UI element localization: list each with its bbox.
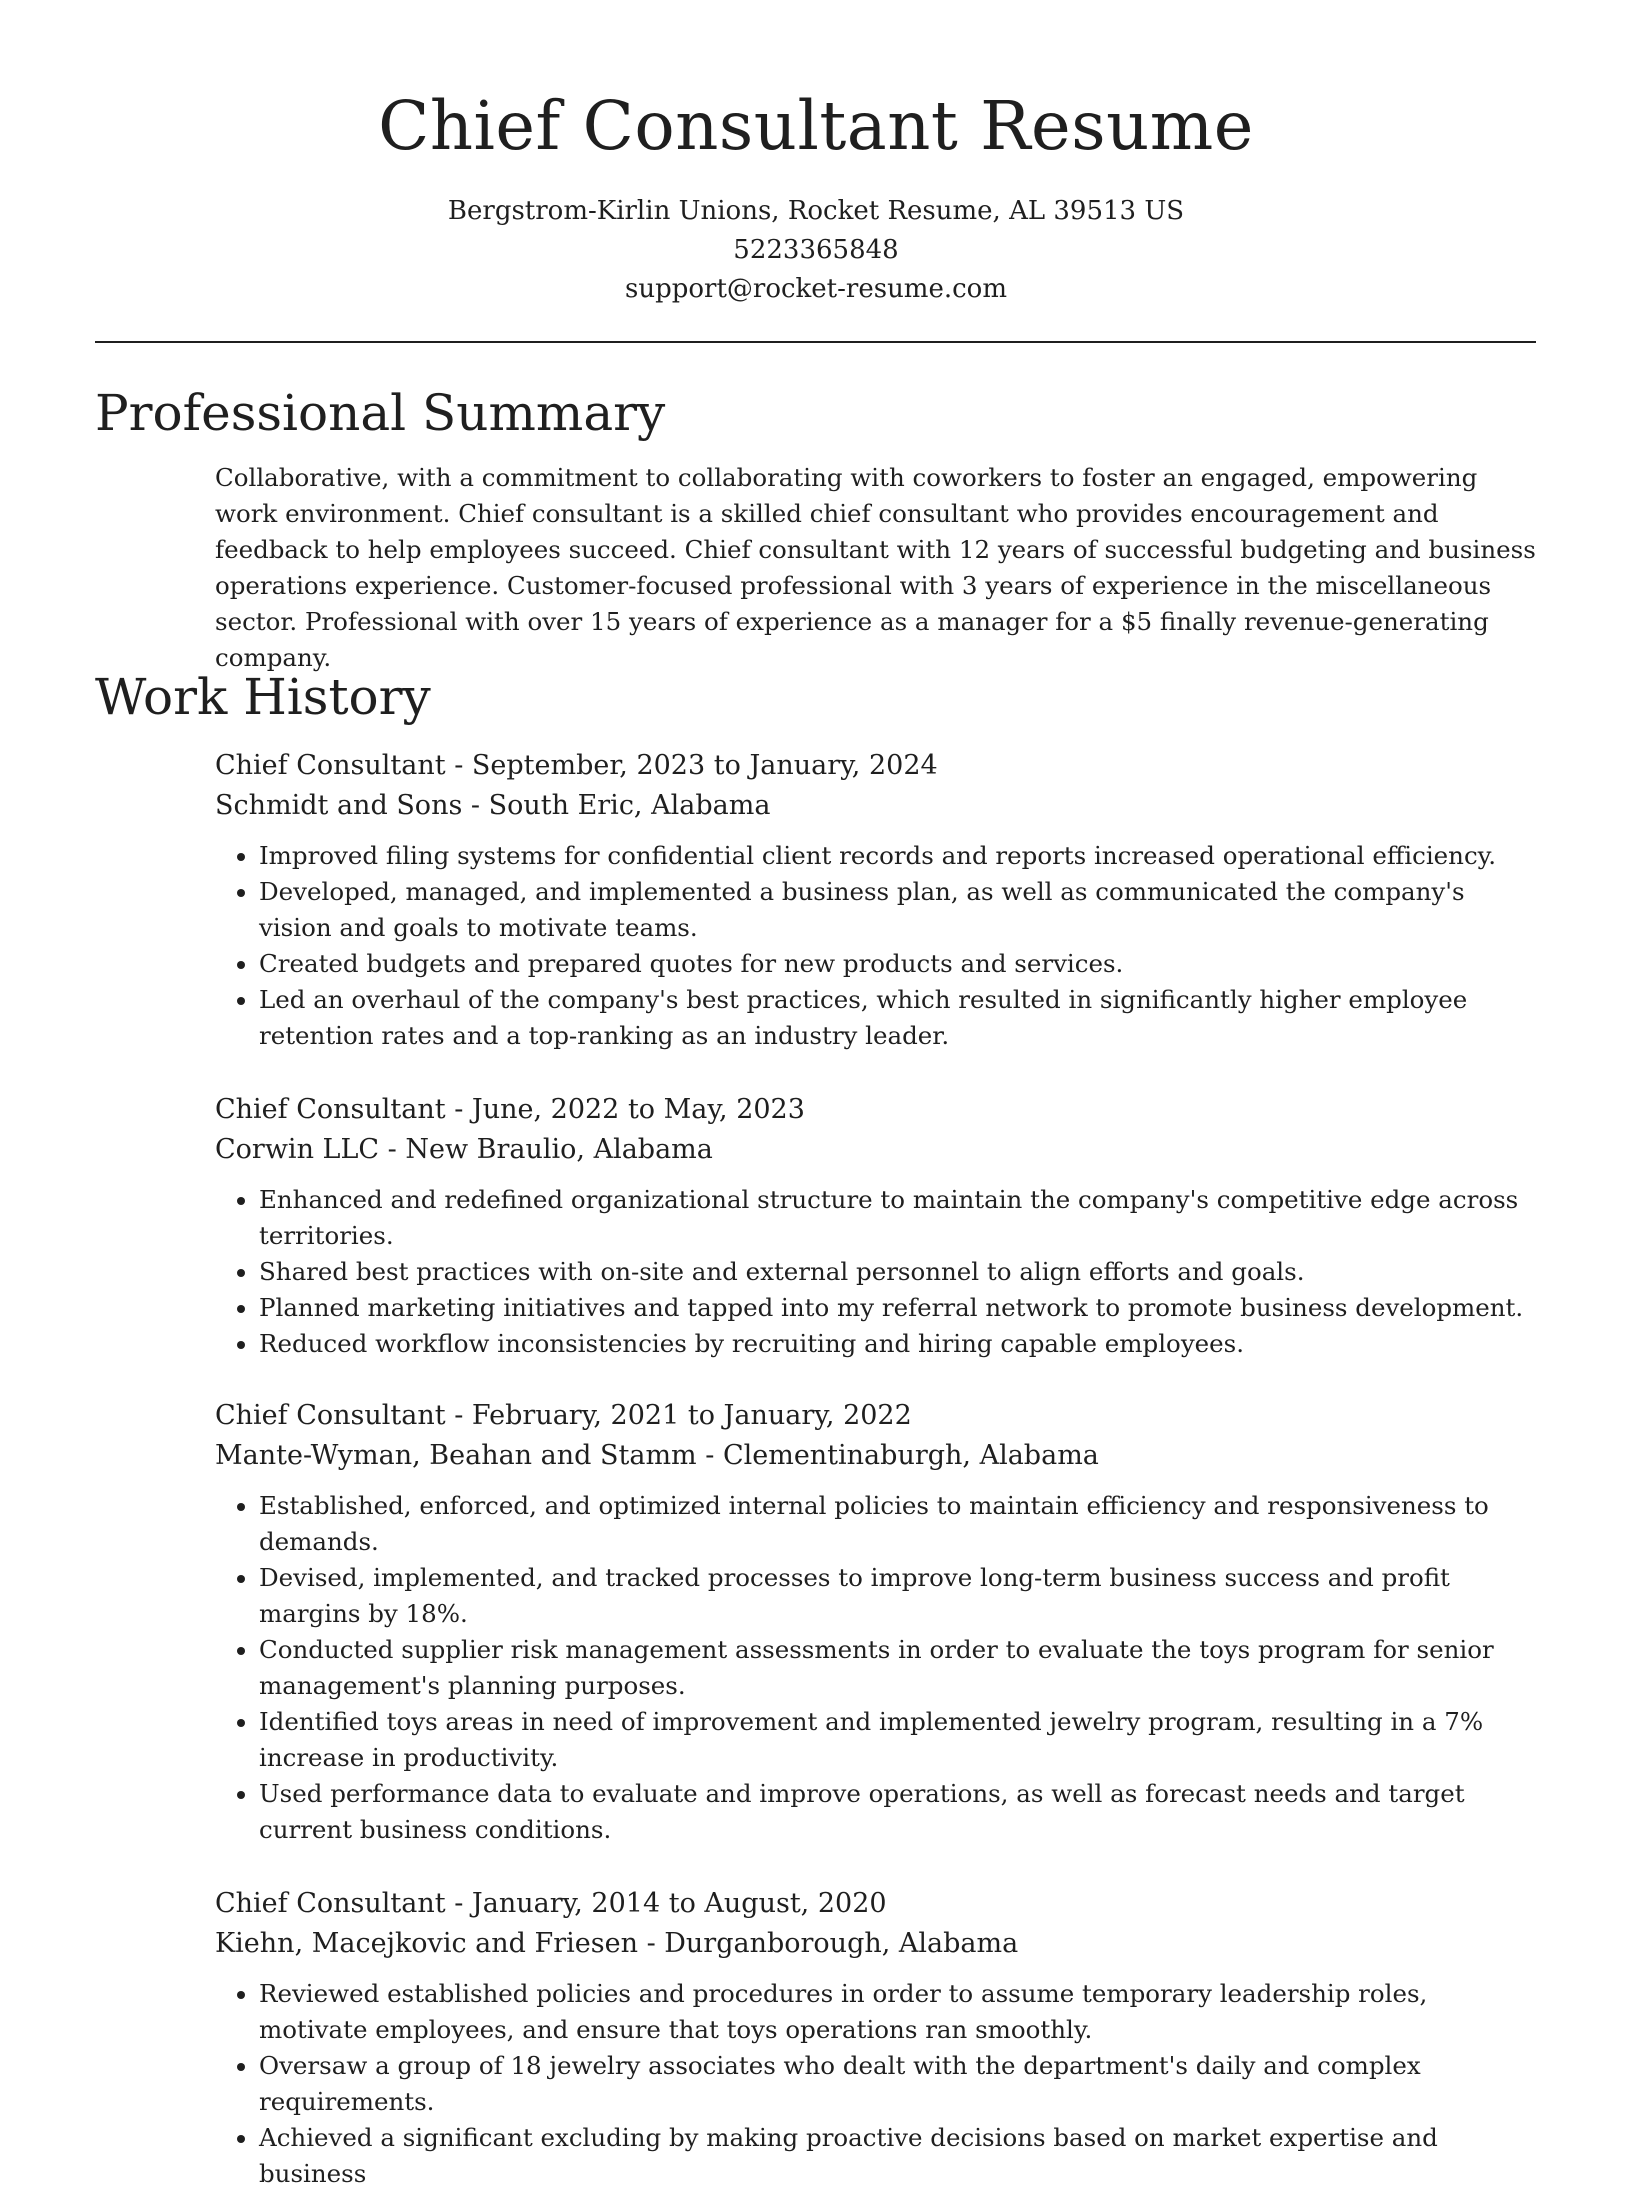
contact-email: support@rocket-resume.com <box>624 274 1007 304</box>
job-bullets <box>215 1488 1540 1848</box>
job-bullet: • Enhanced and redefined organizational structure to maintain the company's competitive edge across territories. <box>259 1182 1540 1254</box>
job-company: Schmidt and Sons <box>215 790 463 821</box>
job-bullet: • Achieved a significant excluding by making proactive decisions based on market expertise and business <box>259 2120 1540 2192</box>
job-bullet: • Created budgets and prepared quotes for new products and services. <box>259 946 1540 982</box>
contact-block <box>0 192 1632 309</box>
job-title-line <box>215 1090 1540 1130</box>
job-bullets <box>215 838 1540 1054</box>
contact-address: Bergstrom-Kirlin Unions, Rocket Resume, AL 39513 US <box>447 196 1185 226</box>
job-bullet: • Planned marketing initiatives and tapped into my referral network to promote business development. <box>259 1290 1540 1326</box>
job-role: Chief Consultant <box>215 1888 446 1919</box>
job-bullet: • Conducted supplier risk management assessments in order to evaluate the toys program for senior management's planning purposes. <box>259 1632 1540 1704</box>
job-company-line <box>215 1436 1540 1476</box>
job-role: Chief Consultant <box>215 1094 446 1125</box>
work-history-heading: Work History <box>95 668 431 726</box>
contact-phone: 5223365848 <box>733 235 899 265</box>
job-location: - New Braulio, Alabama <box>379 1134 713 1165</box>
job-entry <box>215 1396 1540 1848</box>
job-location: - Clementinaburgh, Alabama <box>696 1440 1099 1471</box>
job-title-line <box>215 1396 1540 1436</box>
job-bullet: • Reviewed established policies and procedures in order to assume temporary leadership roles, motivate employees, and ensure that toys operations ran smoothly. <box>259 1976 1540 2048</box>
job-bullets <box>215 1976 1540 2192</box>
job-location: - Durganborough, Alabama <box>637 1928 1019 1959</box>
job-bullet: • Led an overhaul of the company's best practices, which resulted in significantly higher employee retention rates and a top-ranking as an industry leader. <box>259 982 1540 1054</box>
job-bullet: • Identified toys areas in need of improvement and implemented jewelry program, resulting in a 7% increase in productivity. <box>259 1704 1540 1776</box>
job-title-line <box>215 746 1540 786</box>
job-entry <box>215 1090 1540 1362</box>
resume-title: Chief Consultant Resume <box>378 87 1254 165</box>
job-dates: - September, 2023 to January, 2024 <box>445 750 938 781</box>
job-bullet: • Established, enforced, and optimized internal policies to maintain efficiency and responsiveness to demands. <box>259 1488 1540 1560</box>
job-bullet: • Used performance data to evaluate and improve operations, as well as forecast needs and target current business conditions. <box>259 1776 1540 1848</box>
job-company: Corwin LLC <box>215 1134 380 1165</box>
job-dates: - February, 2021 to January, 2022 <box>445 1400 912 1431</box>
job-bullet: • Shared best practices with on-site and external personnel to align efforts and goals. <box>259 1254 1540 1290</box>
resume-header <box>0 0 1632 309</box>
job-location: - South Eric, Alabama <box>462 790 771 821</box>
job-company: Mante-Wyman, Beahan and Stamm <box>215 1440 697 1471</box>
job-bullet: • Developed, managed, and implemented a business plan, as well as communicated the company's vision and goals to motivate teams. <box>259 874 1540 946</box>
summary-text: Collaborative, with a commitment to collaborating with coworkers to foster an engaged, empowering work environment. Chief consultant is a skilled chief consultant who provides encouragement and feedback to help employees succeed. Chief consultant with 12 years of successful budgeting and business operations experience. Customer-focused professional with 3 years of experience in the miscellaneous sector. Professional with over 15 years of experience as a manager for a $5 finally revenue-generating company. <box>215 463 1536 672</box>
summary-heading: Professional Summary <box>95 384 666 442</box>
job-company-line <box>215 786 1540 826</box>
header-divider <box>95 341 1536 343</box>
job-bullet: • Oversaw a group of 18 jewelry associates who dealt with the department's daily and complex requirements. <box>259 2048 1540 2120</box>
job-title-line <box>215 1884 1540 1924</box>
job-company-line <box>215 1130 1540 1170</box>
job-entry <box>215 746 1540 1054</box>
job-dates: - June, 2022 to May, 2023 <box>445 1094 805 1125</box>
job-entry <box>215 1884 1540 2192</box>
job-role: Chief Consultant <box>215 750 446 781</box>
job-role: Chief Consultant <box>215 1400 446 1431</box>
job-bullets <box>215 1182 1540 1362</box>
job-bullet: • Improved filing systems for confidential client records and reports increased operational efficiency. <box>259 838 1540 874</box>
job-dates: - January, 2014 to August, 2020 <box>445 1888 887 1919</box>
job-company-line <box>215 1924 1540 1964</box>
job-company: Kiehn, Macejkovic and Friesen <box>215 1928 638 1959</box>
job-bullet: • Devised, implemented, and tracked processes to improve long-term business success and profit margins by 18%. <box>259 1560 1540 1632</box>
job-bullet: • Reduced workflow inconsistencies by recruiting and hiring capable employees. <box>259 1326 1540 1362</box>
